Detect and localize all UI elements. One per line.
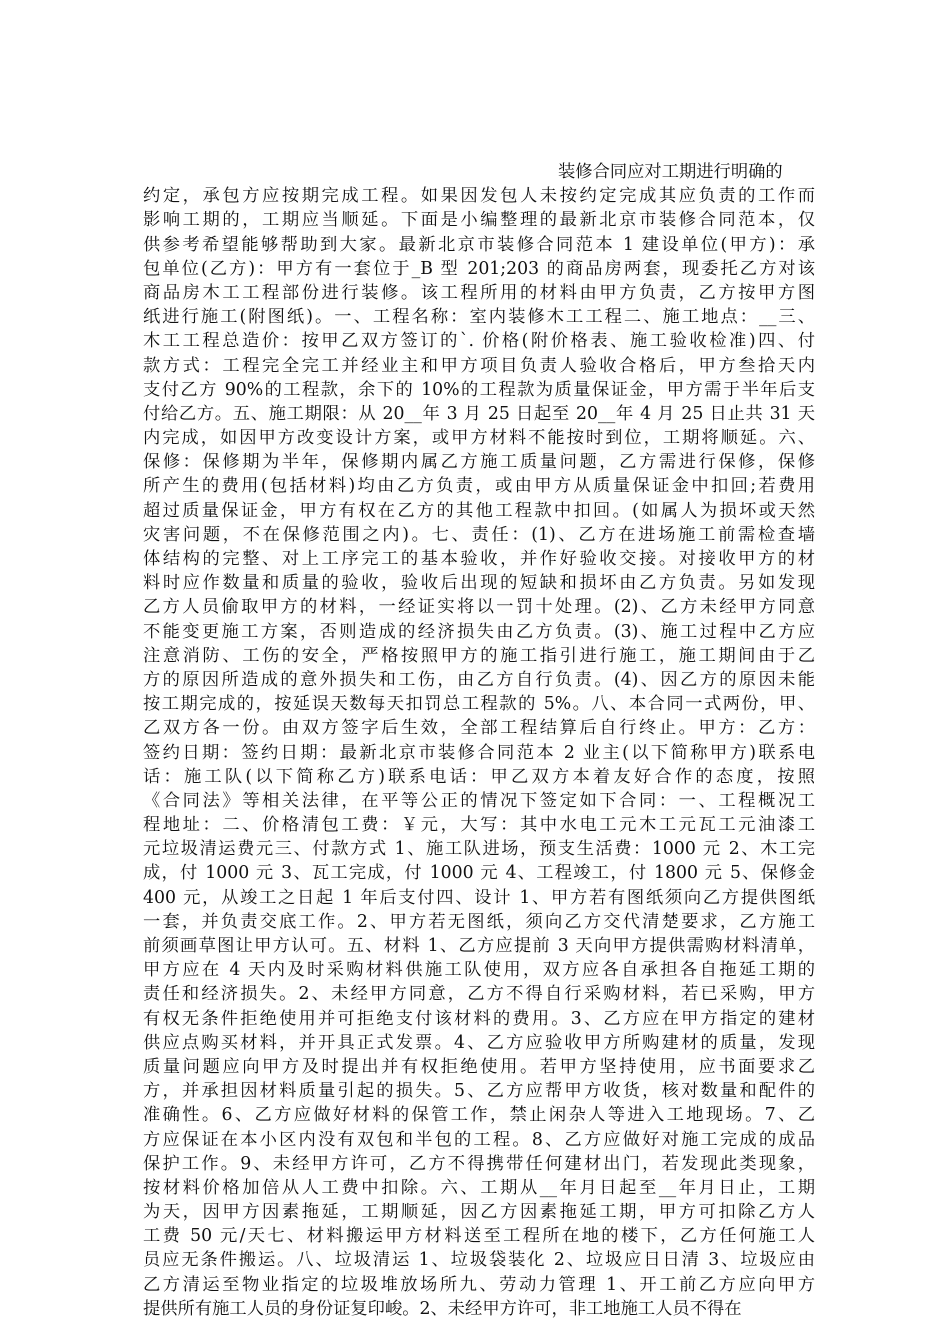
text-line: 乙双方各一份。由双方签字后生效，全部工程结算后自行终止。甲方：乙方： — [143, 718, 815, 739]
text-line: 保护工作。9、未经甲方许可，乙方不得携带任何建材出门，若发现此类现象， — [143, 1153, 815, 1174]
text-line: 供参考希望能够帮助到大家。最新北京市装修合同范本 1 建设单位(甲方)：承 — [143, 234, 815, 255]
text-line: 约定，承包方应按期完成工程。如果因发包人未按约定完成其应负责的工作而 — [143, 186, 815, 207]
text-line: 装修合同应对工期进行明确的 — [558, 162, 783, 182]
text-line: 木工工程总造价：按甲乙双方签订的`. 价格(附价格表、施工验收检准)四、付 — [143, 331, 815, 352]
text-line: 超过质量保证金，甲方有权在乙方的其他工程款中扣回。(如属人为损坏或天然 — [143, 500, 815, 521]
text-line: 方，并承担因材料质量引起的损失。5、乙方应帮甲方收货，核对数量和配件的 — [143, 1081, 815, 1102]
text-line: 按材料价格加倍从人工费中扣除。六、工期从__年月日起至__年月日止，工期 — [143, 1177, 815, 1198]
text-line: 400 元，从竣工之日起 1 年后支付四、设计 1、甲方若有图纸须向乙方提供图纸 — [143, 887, 815, 908]
text-line: 款方式：工程完全完工并经业主和甲方项目负责人验收合格后，甲方叁拾天内 — [143, 355, 815, 376]
text-line: 责任和经济损失。2、未经甲方同意，乙方不得自行采购材料，若已采购，甲方 — [143, 984, 815, 1005]
text-line: 方应保证在本小区内没有双包和半包的工程。8、乙方应做好对施工完成的成品 — [143, 1129, 815, 1150]
text-line: 话：施工队(以下简称乙方)联系电话：甲乙双方本着友好合作的态度，按照 — [143, 766, 815, 787]
text-line: 为天，因甲方因素拖延，工期顺延，因乙方因素拖延工期，甲方可扣除乙方人 — [143, 1202, 815, 1223]
text-line: 乙方清运至物业指定的垃圾堆放场所九、劳动力管理 1、开工前乙方应向甲方 — [143, 1274, 815, 1295]
text-line: 乙方人员偷取甲方的材料，一经证实将以一罚十处理。(2)、乙方未经甲方同意 — [143, 597, 815, 618]
text-line: 员应无条件搬运。八、垃圾清运 1、垃圾袋装化 2、垃圾应日日清 3、垃圾应由 — [143, 1250, 815, 1271]
contract-body-text — [143, 160, 815, 1321]
text-line: 料时应作数量和质量的验收，验收后出现的短缺和损坏由乙方负责。另如发现 — [143, 573, 815, 594]
text-line: 付给乙方。五、施工期限：从 20__年 3 月 25 日起至 20__年 4 月 25 日止共 31 天 — [143, 403, 815, 424]
text-line: 商品房木工工程部份进行装修。该工程所用的材料由甲方负责，乙方按甲方图 — [143, 282, 815, 303]
text-line: 元垃圾清运费元三、付款方式 1、施工队进场，预支生活费：1000 元 2、木工完 — [143, 839, 815, 860]
text-line: 成，付 1000 元 3、瓦工完成，付 1000 元 4、工程竣工，付 1800 元 5、保修金 — [143, 863, 815, 884]
text-line: 提供所有施工人员的身份证复印峻。2、未经甲方许可，非工地施工人员不得在 — [143, 1298, 742, 1319]
text-line: 一套，并负责交底工作。2、甲方若无图纸，须向乙方交代清楚要求，乙方施工 — [143, 911, 815, 932]
text-line: 不能变更施工方案，否则造成的经济损失由乙方负责。(3)、施工过程中乙方应 — [143, 621, 815, 642]
text-line: 支付乙方 90%的工程款，余下的 10%的工程款为质量保证金，甲方需于半年后支 — [143, 379, 815, 400]
text-line: 影响工期的，工期应当顺延。下面是小编整理的最新北京市装修合同范本，仅 — [143, 210, 815, 231]
text-line: 纸进行施工(附图纸)。一、工程名称：室内装修木工工程二、施工地点：__三、 — [143, 307, 815, 328]
text-line: 所产生的费用(包括材料)均由乙方负责，或由甲方从质量保证金中扣回;若费用 — [143, 476, 815, 497]
text-line: 保修：保修期为半年，保修期内属乙方施工质量问题，乙方需进行保修，保修 — [143, 452, 815, 473]
text-line: 内完成，如因甲方改变设计方案，或甲方材料不能按时到位，工期将顺延。六、 — [143, 428, 815, 449]
text-line: 签约日期：签约日期：最新北京市装修合同范本 2 业主(以下简称甲方)联系电 — [143, 742, 815, 763]
text-line: 灾害问题，不在保修范围之内)。七、责任：(1)、乙方在进场施工前需检查墙 — [143, 524, 815, 545]
text-line: 方的原因所造成的意外损失和工伤，由乙方自行负责。(4)、因乙方的原因未能 — [143, 669, 815, 690]
text-line: 包单位(乙方)：甲方有一套位于_B 型 201;203 的商品房两套，现委托乙方对该 — [143, 258, 815, 279]
text-line: 程地址：二、价格清包工费：￥元，大写：其中水电工元木工元瓦工元油漆工 — [143, 815, 815, 836]
text-line: 有权无条件拒绝使用并可拒绝支付该材料的费用。3、乙方应在甲方指定的建材 — [143, 1008, 815, 1029]
text-line: 甲方应在 4 天内及时采购材料供施工队使用，双方应各自承担各自拖延工期的 — [143, 960, 815, 981]
text-line: 工费 50 元/天七、材料搬运甲方材料送至工程所在地的楼下，乙方任何施工人 — [143, 1226, 815, 1247]
text-line: 《合同法》等相关法律，在平等公正的情况下签定如下合同：一、工程概况工 — [143, 790, 815, 811]
text-line: 体结构的完整、对上工序完工的基本验收，并作好验收交接。对接收甲方的材 — [143, 549, 815, 569]
text-line: 供应点购买材料，并开具正式发票。4、乙方应验收甲方所购建材的质量，发现 — [143, 1032, 815, 1053]
text-line: 质量问题应向甲方及时提出并有权拒绝使用。若甲方坚持使用，应书面要求乙 — [143, 1056, 815, 1077]
text-line: 准确性。6、乙方应做好材料的保管工作，禁止闲杂人等进入工地现场。7、乙 — [143, 1105, 815, 1126]
text-line: 注意消防、工伤的安全，严格按照甲方的施工指引进行施工，施工期间由于乙 — [143, 645, 815, 666]
text-line: 按工期完成的，按延误天数每天扣罚总工程款的 5%。八、本合同一式两份，甲、 — [143, 694, 815, 715]
text-line: 前须画草图让甲方认可。五、材料 1、乙方应提前 3 天向甲方提供需购材料清单， — [143, 936, 815, 956]
